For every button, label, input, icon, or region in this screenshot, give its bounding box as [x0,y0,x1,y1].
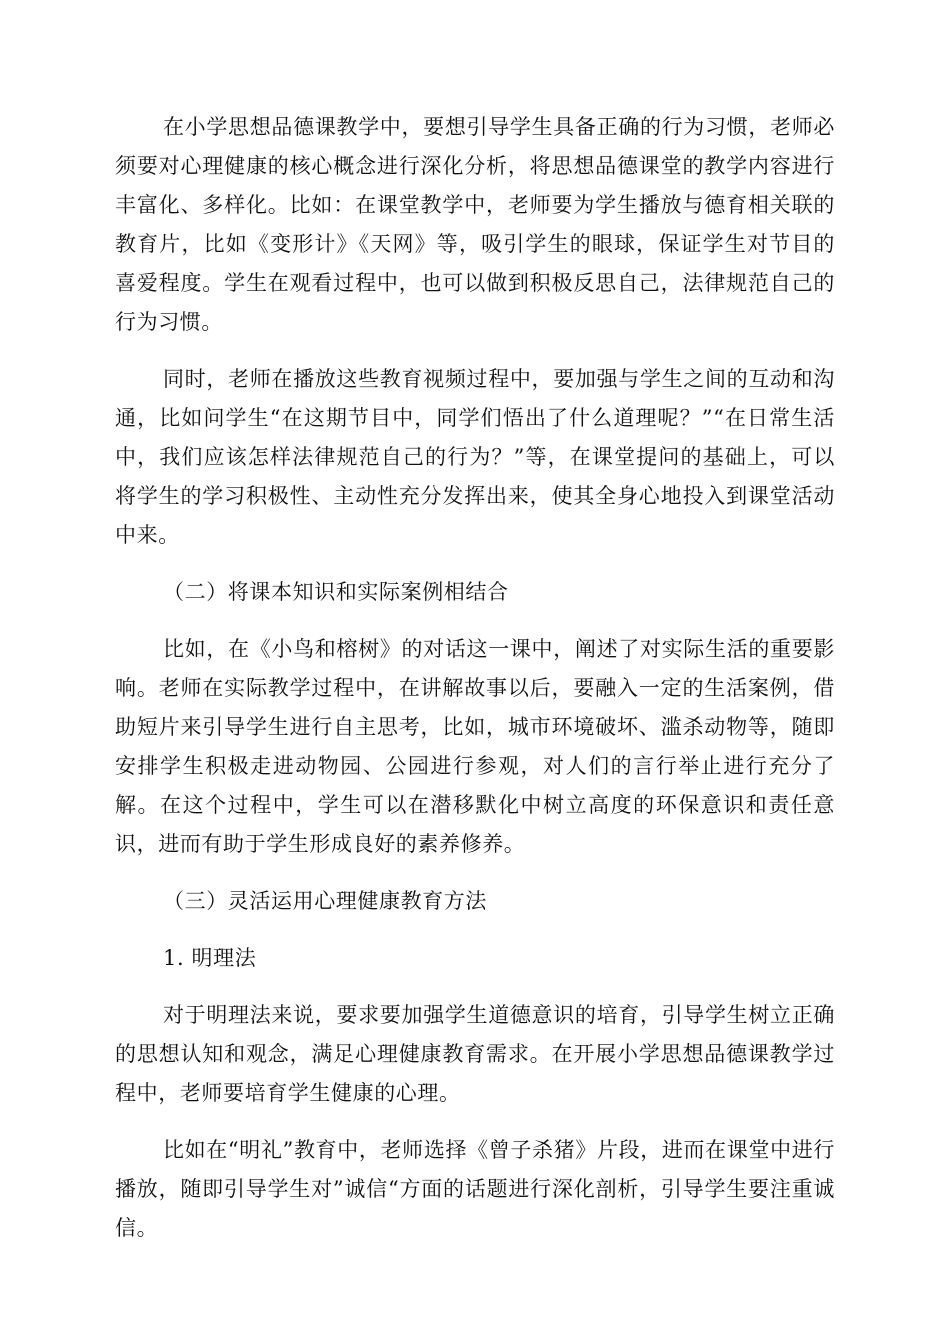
paragraph-1: 在小学思想品德课教学中，要想引导学生具备正确的行为习惯，老师必须要对心理健康的核心概念进行深化分析，将思想品德课堂的教学内容进行丰富化、多样化。比如：在课堂教学中，老师要为学生播放与德育相关联的教育片，比如《变形计》《天网》等，吸引学生的眼球，保证学生对节目的喜爱程度。学生在观看过程中，也可以做到积极反思自己，法律规范自己的行为习惯。 [115,115,835,334]
paragraph-3: 比如，在《小鸟和榕树》的对话这一课中，阐述了对实际生活的重要影响。老师在实际教学过程中，在讲解故事以后，要融入一定的生活案例，借助短片来引导学生进行自主思考，比如，城市环境破坏、滥杀动物等，随即安排学生积极走进动物园、公园进行参观，对人们的言行举止进行充分了解。在这个过程中，学生可以在潜移默化中树立高度的环保意识和责任意识，进而有助于学生形成良好的素养修养。 [115,637,835,856]
section-heading-2: （二）将课本知识和实际案例相结合 [163,580,509,604]
paragraph-4: 对于明理法来说，要求要加强学生道德意识的培育，引导学生树立正确的思想认知和观念，满足心理健康教育需求。在开展小学思想品德课教学过程中，老师要培育学生健康的心理。 [115,1003,835,1105]
paragraph-5: 比如在“明礼”教育中，老师选择《曾子杀猪》片段，进而在课堂中进行播放，随即引导学生对”诚信“方面的话题进行深化剖析，引导学生要注重诚信。 [115,1138,835,1240]
subsection-heading-1: 1. 明理法 [163,946,257,970]
section-heading-3: （三）灵活运用心理健康教育方法 [163,889,487,913]
document-body [115,108,835,1266]
paragraph-2: 同时，老师在播放这些教育视频过程中，要加强与学生之间的互动和沟通，比如问学生“在这期节目中，同学们悟出了什么道理呢？”“在日常生活中，我们应该怎样法律规范自己的行为？”等，在课堂提问的基础上，可以将学生的学习积极性、主动性充分发挥出来，使其全身心地投入到课堂活动中来。 [115,367,835,547]
